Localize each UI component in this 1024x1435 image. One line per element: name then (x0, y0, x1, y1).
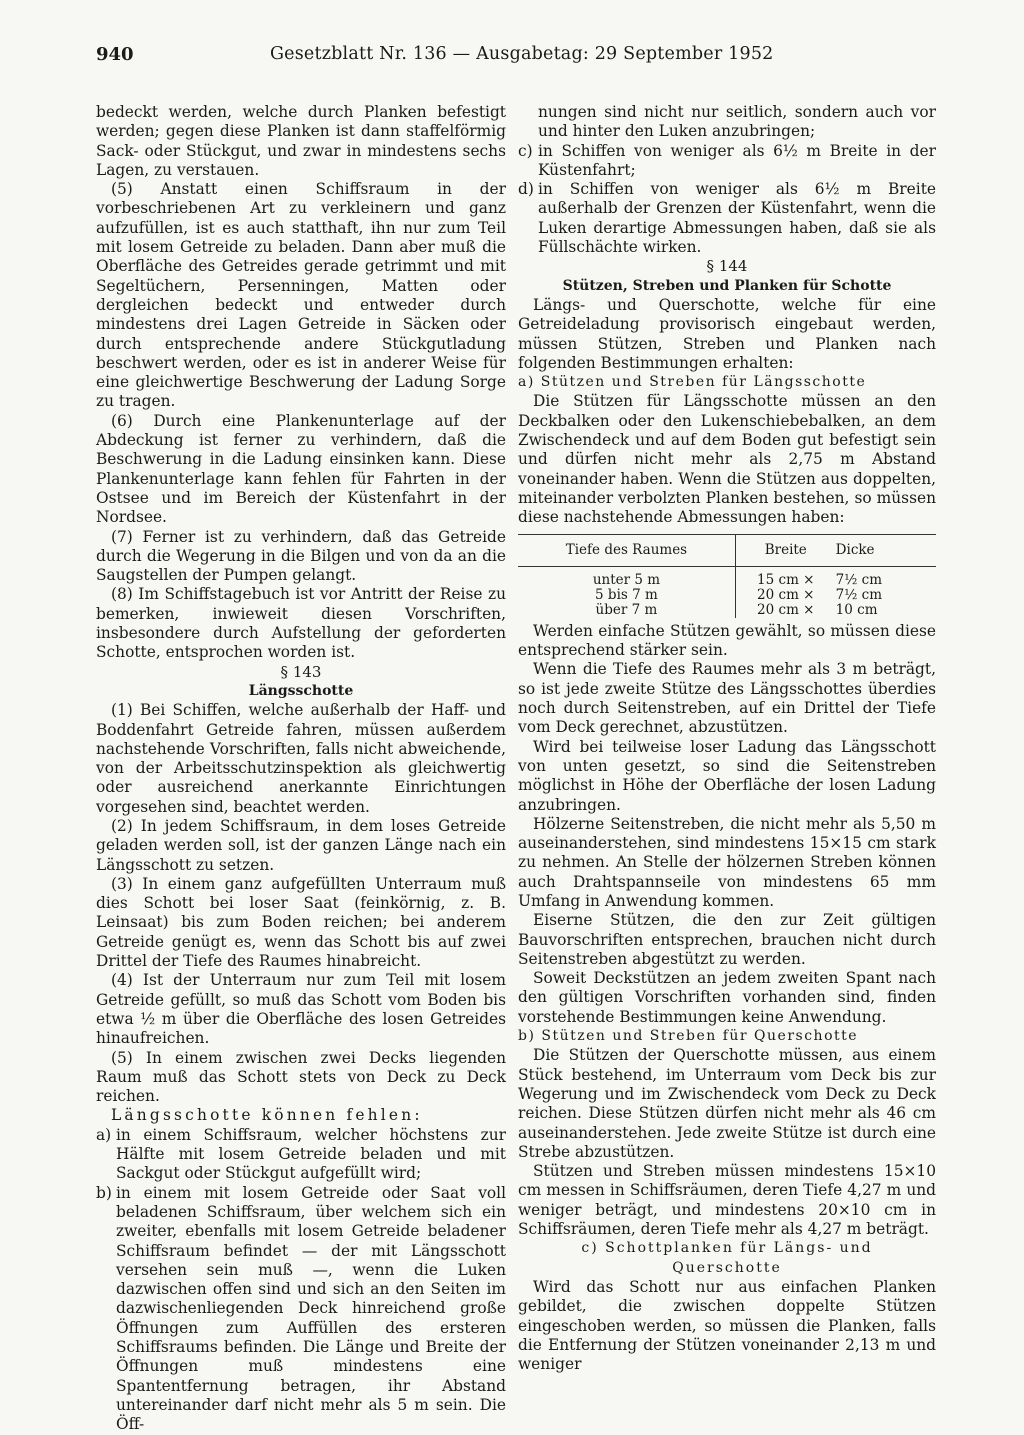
subsection-c-heading-line-2: Querschotte (672, 1259, 782, 1276)
s143-paragraph-3: (3) In einem ganz aufgefüllten Unterraum muß dies Schott bei loser Saat (feinkörnig, z. B. Leinsaat) bis zum Boden reichen; bei anderem Getreide genügt es, wenn das Schott bis auf zwei Drittel der Tiefe des Raumes hinabreicht. (96, 874, 506, 971)
table-header-breite: Breite (735, 534, 835, 566)
paragraph-8: (8) Im Schiffstagebuch ist vor Antritt der Reise zu bemerken, inwieweit diesen Vorschriften, insbesondere durch Aufstellung der geforderten Schotte, entsprochen worden ist. (96, 585, 506, 662)
table-cell-tiefe: unter 5 m (592, 571, 661, 588)
list-label-c: c) (518, 141, 533, 160)
page-title: Gesetzblatt Nr. 136 — Ausgabetag: 29 September 1952 (270, 44, 774, 64)
list-text-a: in einem Schiffsraum, welcher höchstens zur Hälfte mit losem Getreide beladen und mit Sackgut oder Stückgut aufgefüllt wird; (116, 1125, 506, 1183)
subsection-c-heading-line-1: c) Schottplanken für Längs- und (581, 1240, 873, 1257)
list-label-b: b) (96, 1183, 112, 1202)
sub-a-paragraph-5: Hölzerne Seitenstreben, die nicht mehr als 5,50 m auseinanderstehen, sind mindestens 15×15 cm stark zu nehmen. An Stelle der hölzernen Streben können auch Drahtspannseile von mindestens 65 mm Umfang in Anwendung kommen. (518, 814, 936, 910)
paragraph-5: (5) Anstatt einen Schiffsraum in der vorbeschriebenen Art zu verkleinern und ganz aufzufüllen, ist es auch statthaft, ihn nur zum Teil mit losem Getreide zu beladen. Dann aber muß die Oberfläche des Getreides gerade getrimmt und mit Segeltüchern, Persenningen, Matten oder dergleichen bedeckt und entweder durch mindestens drei Lagen Getreide in Säcken oder durch entsprechende andere Stückgutladung beschwert werden, oder es ist in anderer Weise für eine gleichwertige Beschwerung der Ladung Sorge zu tragen. (96, 180, 506, 411)
s144-intro: Längs- und Querschotte, welche für eine Getreideladung provisorisch eingebaut werden, müssen Stützen, Streben und Planken nach folgenden Bestimmungen erhalten: (518, 295, 936, 372)
table-header-dicke: Dicke (836, 534, 936, 566)
list-text-c: in Schiffen von weniger als 6½ m Breite in der Küstenfahrt; (538, 141, 936, 179)
sub-a-paragraph-6: Eiserne Stützen, die den zur Zeit gültigen Bauvorschriften entsprechen, brauchen nicht durch Seitenstreben abgestützt zu werden. (518, 911, 936, 968)
page-header (96, 44, 774, 72)
table-cell-breite: 20 cm × (735, 588, 835, 603)
table-cell-dicke: 7½ cm (835, 586, 882, 603)
sub-a-paragraph-7: Soweit Deckstützen an jedem zweiten Spant nach den gültigen Vorschriften vorhanden sind, finden vorstehende Bestimmungen keine Anwendung. (518, 969, 936, 1026)
sub-a-paragraph-3: Wenn die Tiefe des Raumes mehr als 3 m beträgt, so ist jede zweite Stütze des Längsschottes überdies noch durch Seitenstreben, auf ein Drittel der Tiefe vom Deck gerechnet, abzustützen. (518, 660, 936, 737)
list-item-d (518, 180, 936, 257)
subsection-a-heading: a) Stützen und Streben für Längsschotte (518, 374, 867, 391)
exceptions-heading: Längsschotte können fehlen: (111, 1106, 423, 1125)
paragraph-continued: bedeckt werden, welche durch Planken befestigt werden; gegen diese Planken ist dann staffelförmig Sack- oder Stückgut, und zwar in mindestens sechs Lagen, zu verstauen. (96, 103, 506, 179)
list-item-b-continued: nungen sind nicht nur seitlich, sondern auch vor und hinter den Luken anzubringen; (538, 103, 936, 141)
list-item-a (96, 1126, 506, 1184)
table-cell-dicke: 7½ cm (835, 571, 882, 588)
table-row (518, 603, 936, 618)
table-cell-breite: 20 cm × (735, 603, 835, 618)
sub-c-paragraph-1: Wird das Schott nur aus einfachen Planken gebildet, die zwischen doppelte Stützen eingeschoben werden, so müssen die Planken, falls die Entfernung der Stützen voneinander 2,13 m und weniger (518, 1277, 936, 1374)
table-row (518, 588, 936, 603)
sub-b-paragraph-1: Die Stützen der Querschotte müssen, aus einem Stück bestehend, im Unterraum vom Deck bis zur Wegerung und im Zwischendeck vom Deck zu Deck reichen. Diese Stützen dürfen nicht mehr als 46 cm auseinanderstehen. Jede zweite Stütze ist durch eine Strebe abzustützen. (518, 1046, 936, 1161)
table-cell-breite: 15 cm × (735, 566, 835, 588)
s143-paragraph-2: (2) In jedem Schiffsraum, in dem loses Getreide geladen werden soll, ist der ganzen Länge nach ein Längsschott zu setzen. (96, 816, 506, 874)
paragraph-6: (6) Durch eine Plankenunterlage auf der Abdeckung ist ferner zu verhindern, daß die Beschwerung in die Ladung einsinken kann. Diese Plankenunterlage kann fehlen für Fahrten in der Ostsee und im Bereich der Küstenfahrt in der Nordsee. (96, 411, 506, 527)
paragraph-7: (7) Ferner ist zu verhindern, daß das Getreide durch die Wegerung in die Bilgen und von da an die Saugstellen der Pumpen gelangt. (96, 527, 506, 585)
section-144-number: § 144 (706, 257, 748, 276)
sub-a-paragraph-2: Werden einfache Stützen gewählt, so müssen diese entsprechend stärker sein. (518, 621, 936, 660)
s143-paragraph-1: (1) Bei Schiffen, welche außerhalb der Haff- und Boddenfahrt Getreide fahren, müssen außerdem nachstehende Vorschriften, falls nicht abweichende, von der Arbeitsschutzinspektion als gleichwertig oder ausreichend anerkannte Einrichtungen vorgesehen sind, beachtet werden. (96, 701, 506, 816)
sub-a-paragraph-4: Wird bei teilweise loser Ladung das Längsschott von unten gesetzt, so sind die Seitenstreben möglichst in Höhe der Oberfläche der losen Ladung anzubringen. (518, 737, 936, 814)
table-cell-tiefe: 5 bis 7 m (595, 586, 658, 603)
sub-a-paragraph-1: Die Stützen für Längsschotte müssen an den Deckbalken oder den Lukenschiebebalken, an dem Zwischendeck und auf dem Boden gut befestigt sein und dürfen nicht mehr als 2,75 m Abstand voneinander haben. Wenn die Stützen aus doppelten, miteinander verbolzten Planken bestehen, so müssen diese nachstehende Abmessungen haben: (518, 392, 936, 527)
table-header-tiefe: Tiefe des Raumes (518, 534, 735, 566)
list-label-a: a) (96, 1125, 112, 1144)
sub-b-paragraph-2: Stützen und Streben müssen mindestens 15×10 cm messen in Schiffsräumen, deren Tiefe 4,27 m und weniger beträgt, und mindestens 20×10 cm in Schiffsräumen, deren Tiefe mehr als 4,27 m beträgt. (518, 1162, 936, 1239)
subsection-b-heading: b) Stützen und Streben für Querschotte (518, 1028, 859, 1045)
dimensions-table (518, 534, 936, 618)
list-item-c (518, 142, 936, 181)
section-144-title: Stützen, Streben und Planken für Schotte (562, 277, 892, 294)
s143-paragraph-5: (5) In einem zwischen zwei Decks liegenden Raum muß das Schott stets von Deck zu Deck reichen. (96, 1048, 506, 1106)
table-cell-dicke: 10 cm (835, 601, 878, 618)
list-item-b (96, 1184, 506, 1435)
list-label-d: d) (518, 180, 534, 199)
right-column (518, 103, 936, 1374)
table-header-row (518, 534, 936, 566)
table-row (518, 566, 936, 588)
page-number: 940 (96, 44, 134, 65)
list-text-b: in einem mit losem Getreide oder Saat voll beladenen Schiffsraum, über welchem sich ein zweiter, ebenfalls mit losem Getreide beladener Schiffsraum befindet — der mit Längsschott versehen sein muß —, wenn die Luken dazwischen offen sind und sich an den Seiten im dazwischenliegenden Deck hinreichend große Öffnungen zum Auffüllen des ersteren Schiffsraums befinden. Die Länge und Breite der Öffnungen muß mindestens eine Spantentfernung betragen, ihr Abstand untereinander darf nicht mehr als 5 m sein. Die Öff- (116, 1183, 506, 1434)
table-cell-tiefe: über 7 m (595, 601, 658, 618)
list-text-d: in Schiffen von weniger als 6½ m Breite außerhalb der Grenzen der Küstenfahrt, wenn die Luken derartige Abmessungen haben, daß sie als Füllschächte wirken. (538, 180, 936, 257)
section-143-number: § 143 (280, 662, 322, 681)
left-column (96, 103, 506, 1434)
section-143-title: Längsschotte (248, 682, 354, 699)
s143-paragraph-4: (4) Ist der Unterraum nur zum Teil mit losem Getreide gefüllt, so muß das Schott vom Boden bis etwa ½ m über die Oberfläche des losen Getreides hinaufreichen. (96, 971, 506, 1048)
